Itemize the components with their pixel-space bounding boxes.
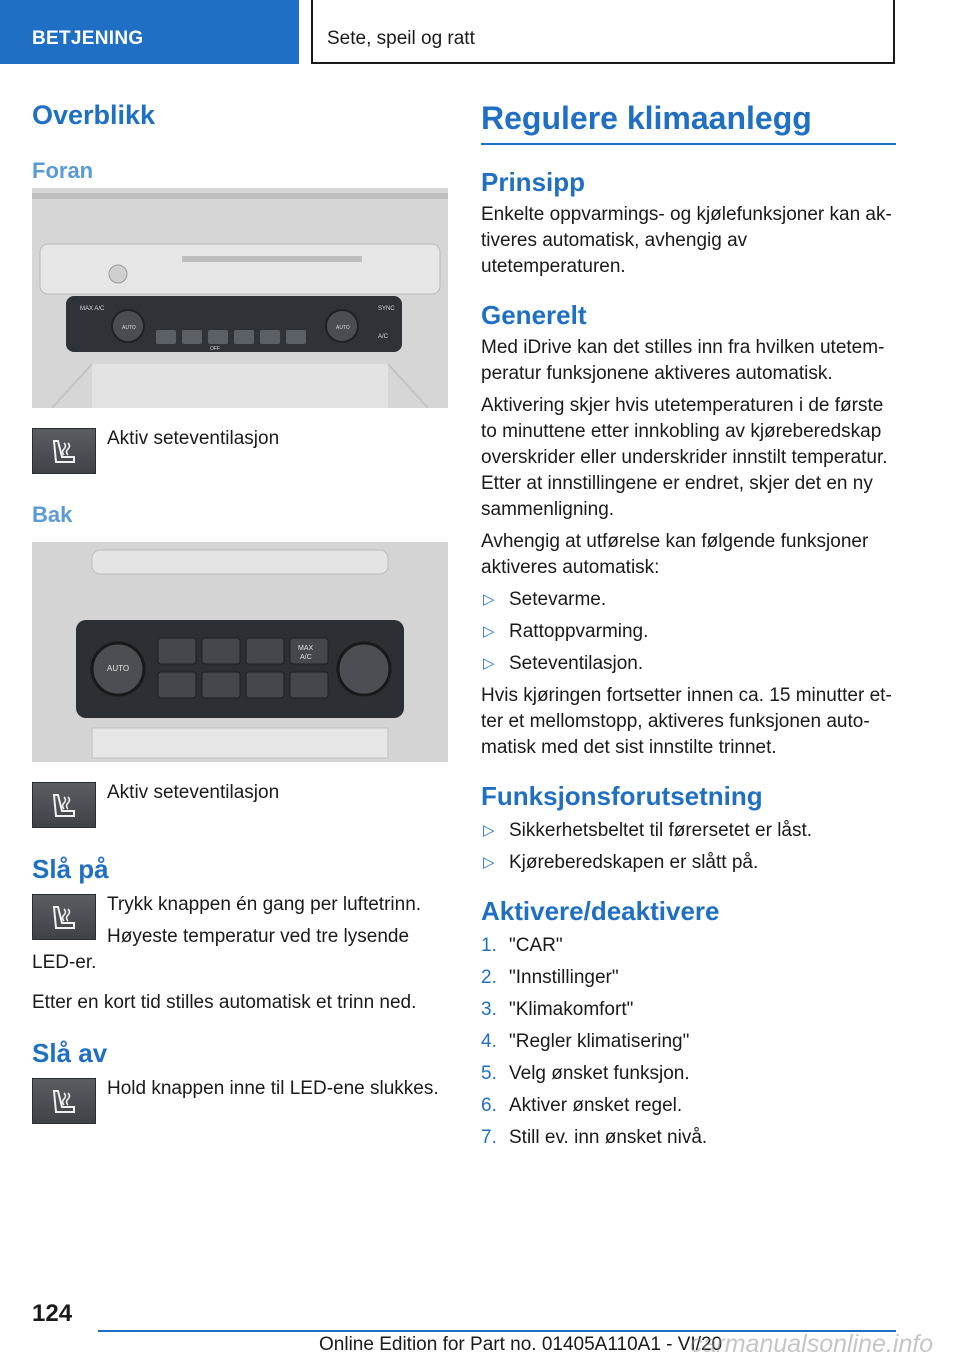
front-panel-illustration [32, 188, 448, 408]
activate-steps [481, 933, 896, 1151]
seat-ventilation-icon [32, 1078, 96, 1124]
panel-label-auto-right: AUTO [336, 325, 350, 331]
triangle-bullet-icon: ▷ [483, 591, 495, 608]
principle-text: Enkelte oppvarmings- og kjølefunksjoner kan aktiveres automatisk, avhengig av utetemperaturen. [481, 204, 892, 277]
general-p2: Aktivering skjer hvis utetemperaturen i de første to minuttene etter innkobling av kjøreberedskap overskrider eller underskrider innstilt temperatur. Etter at innstillingene er endret, skjer det en ny sammenligning. [481, 395, 888, 520]
step-item: 1. "CAR" [481, 935, 563, 956]
turn-off-text: Hold knappen inne til LED-ene slukkes. [107, 1078, 439, 1099]
panel-label-maxac: MAX A/C [80, 306, 105, 312]
page-footer [0, 1296, 960, 1362]
general-p3: Avhengig at utførelse kan følgende funksjoner aktiveres automatisk: [481, 531, 869, 578]
rear-panel-label-ac: A/C [300, 654, 312, 661]
panel-label-off: OFF [210, 346, 220, 352]
watermark: carmanualsonline.info [690, 1330, 934, 1358]
seat-ventilation-icon [32, 894, 96, 940]
step-item: 6. Aktiver ønsket regel. [481, 1095, 683, 1116]
auto-functions-list [481, 587, 896, 677]
turn-off-heading: Slå av [32, 1038, 108, 1068]
general-p1: Med iDrive kan det stilles inn fra hvilken utetemperatur funksjonene aktiveres automatisk. [481, 337, 885, 384]
panel-label-sync: SYNC [378, 306, 395, 312]
principle-heading: Prinsipp [481, 167, 586, 197]
turn-on-text-3: Etter en kort tid stilles automatisk et trinn ned. [32, 992, 417, 1013]
turn-on-text: Trykk knappen én gang per luftetrinn. [107, 894, 422, 915]
list-item: ▷ Seteventilasjon. [481, 651, 896, 677]
triangle-bullet-icon: ▷ [483, 623, 495, 640]
turn-on-text-2b: LED-er. [32, 952, 97, 973]
step-item: 2. "Innstillinger" [481, 967, 619, 988]
front-icon-row [32, 426, 448, 490]
rear-panel-label-max: MAX [298, 645, 314, 652]
rear-panel-label-auto: AUTO [107, 664, 130, 673]
overview-heading: Overblikk [32, 100, 156, 130]
step-item: 3. "Klimakomfort" [481, 999, 634, 1020]
triangle-bullet-icon: ▷ [483, 854, 495, 871]
step-item: 5. Velg ønsket funksjon. [481, 1063, 690, 1084]
edition-text: Online Edition for Part no. 01405A110A1 - VI/20 [319, 1334, 723, 1355]
requirements-list [481, 818, 896, 876]
turn-on-row [32, 892, 448, 950]
seat-ventilation-icon [32, 428, 96, 474]
rear-icon-caption: Aktiv seteventilasjon [107, 782, 280, 803]
section-tab: BETJENING [0, 0, 299, 64]
seat-ventilation-icon [32, 782, 96, 828]
requirements-heading: Funksjonsforutsetning [481, 781, 763, 811]
list-item: ▷ Setevarme. [481, 587, 896, 613]
triangle-bullet-icon: ▷ [483, 822, 495, 839]
chapter-tab: Sete, speil og ratt [311, 0, 895, 64]
rear-climate-panel-photo [32, 542, 448, 762]
activate-heading: Aktivere/deaktivere [481, 896, 720, 926]
page-header [0, 0, 960, 66]
step-item: 4. "Regler klimatisering" [481, 1031, 690, 1052]
general-heading: Generelt [481, 300, 587, 330]
list-item: ▷ Sikkerhetsbeltet til førersetet er låst. [481, 818, 896, 844]
turn-on-text-2a: Høyeste temperatur ved tre lysende [107, 926, 410, 947]
list-item: ▷ Rattoppvarming. [481, 619, 896, 645]
rear-panel-illustration [32, 542, 448, 762]
step-item: 7. Still ev. inn ønsket nivå. [481, 1127, 708, 1148]
climate-heading: Regulere klimaanlegg [481, 100, 896, 145]
front-icon-caption: Aktiv seteventilasjon [107, 428, 280, 449]
turn-on-heading: Slå på [32, 854, 109, 884]
right-column [481, 100, 896, 1151]
panel-label-auto-left: AUTO [122, 325, 136, 331]
front-climate-panel-photo [32, 188, 448, 408]
general-p4: Hvis kjøringen fortsetter innen ca. 15 minutter etter et mellomstopp, aktiveres funksjonen automatisk med det sist innstilte trinnet. [481, 685, 892, 758]
panel-label-ac: A/C [378, 334, 389, 340]
front-heading: Foran [32, 158, 94, 183]
left-column [32, 100, 448, 1140]
triangle-bullet-icon: ▷ [483, 655, 495, 672]
list-item: ▷ Kjøreberedskapen er slått på. [481, 850, 896, 876]
page-number: 124 [32, 1300, 73, 1327]
turn-off-row [32, 1076, 448, 1140]
rear-heading: Bak [32, 502, 73, 527]
rear-icon-row [32, 780, 448, 844]
